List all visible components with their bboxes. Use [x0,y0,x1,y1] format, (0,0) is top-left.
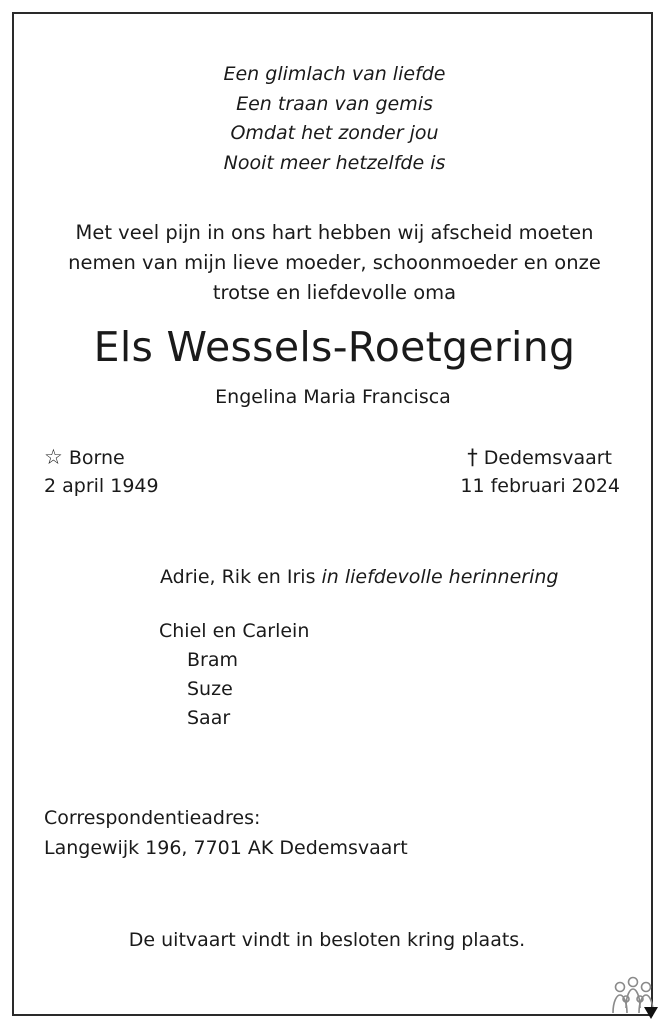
birth-place [44,445,125,469]
birth-place-label: Borne [68,447,125,469]
correspondence-address: Langewijk 196, 7701 AK Dedemsvaart [44,837,408,859]
grandchild-name: Suze [187,678,233,700]
grandchild-name: Saar [187,707,231,729]
cross-icon: † [467,445,478,469]
family-names: Adrie, Rik en Iris [160,566,316,588]
death-place [467,445,612,469]
correspondence-label: Correspondentieadres: [44,807,261,829]
poem-line: Een traan van gemis [236,92,433,115]
deceased-name: Els Wessels-Roetgering [93,323,576,371]
poem-line: Een glimlach van liefde [223,63,446,85]
grandchild-name: Bram [187,649,238,671]
poem-line: Nooit meer hetzelfde is [223,151,446,174]
death-place-label: Dedemsvaart [483,447,612,469]
family-main [160,566,558,588]
funeral-notice: De uitvaart vindt in besloten kring plaats. [128,929,526,951]
intro-line: Met veel pijn in ons hart hebben wij afscheid moeten [75,221,594,244]
family-parents: Chiel en Carlein [159,620,310,642]
deceased-full-name: Engelina Maria Francisca [215,386,451,408]
intro-text [0,218,669,308]
intro-line: nemen van mijn lieve moeder, schoonmoeder en onze [68,251,601,274]
intro-line: trotse en liefdevolle oma [212,281,457,304]
star-icon: ☆ [44,445,63,469]
death-date: 11 februari 2024 [460,475,620,497]
poem-line: Omdat het zonder jou [230,122,439,144]
poem [0,60,669,178]
birth-date: 2 april 1949 [44,475,159,497]
remembrance-text: in liefdevolle herinnering [321,566,559,588]
down-arrow-icon[interactable] [643,1006,659,1020]
